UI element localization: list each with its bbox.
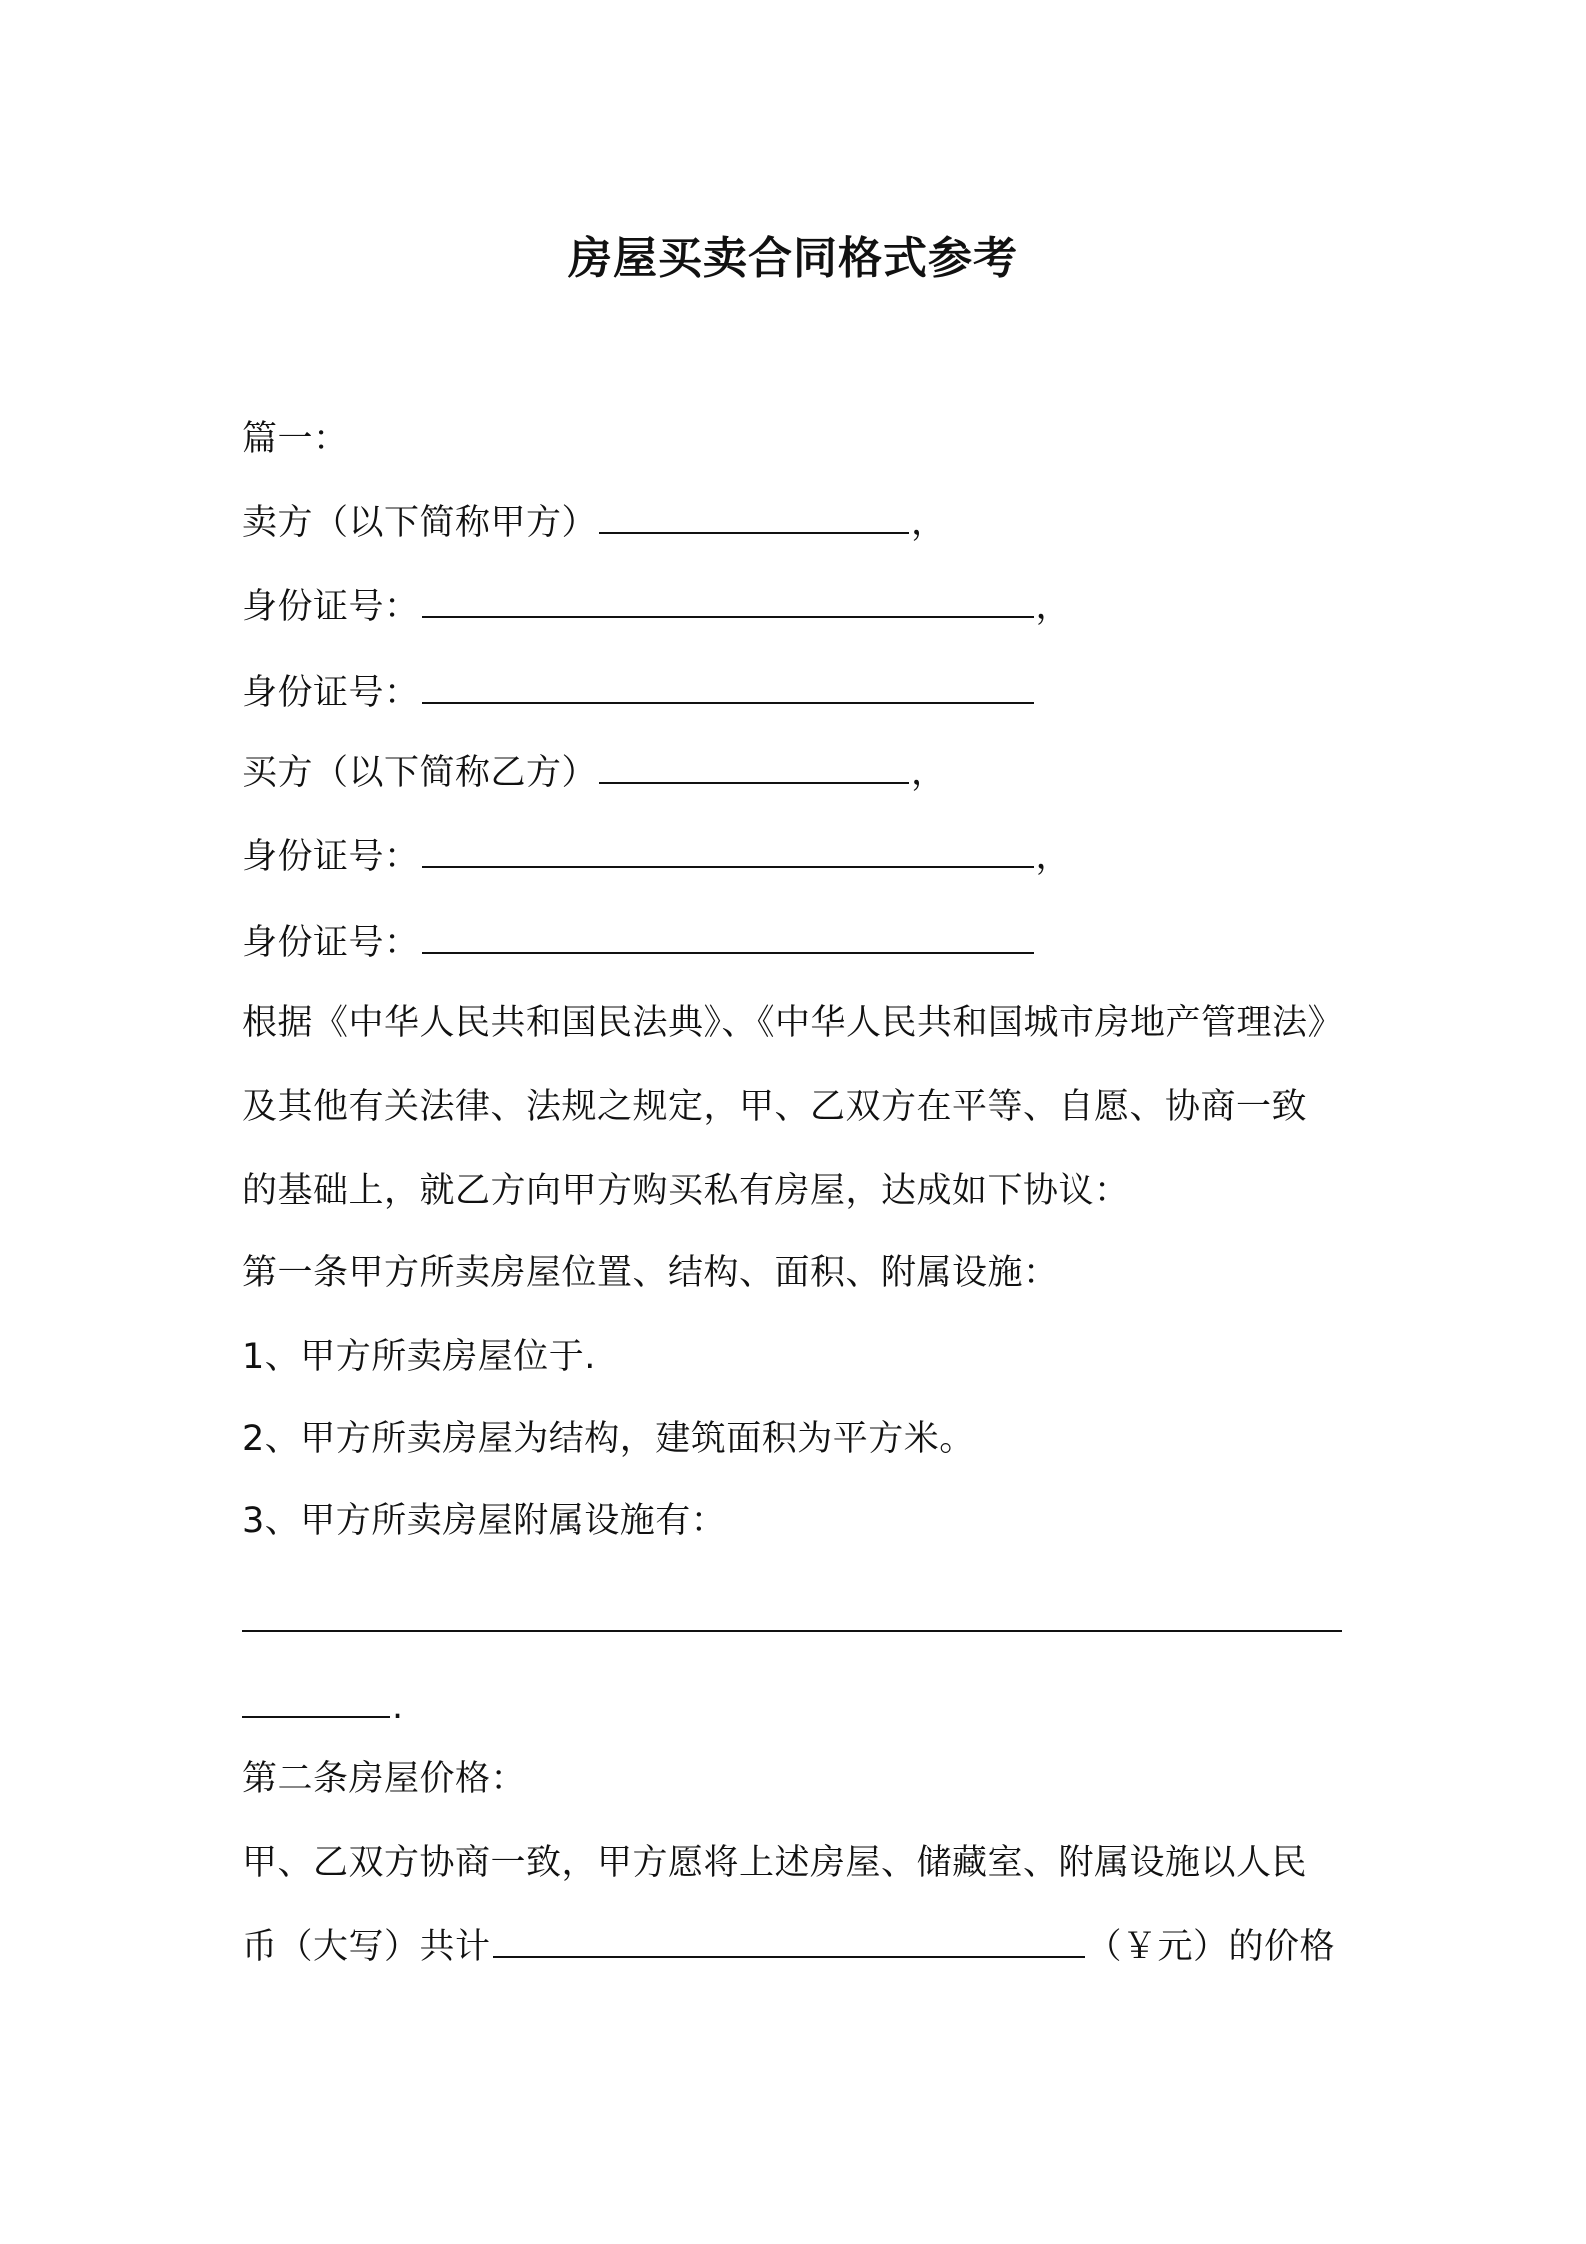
seller-line bbox=[242, 503, 947, 543]
id-line-comma: ， bbox=[1035, 587, 1072, 627]
id-label: 身份证号： bbox=[242, 673, 420, 713]
id-number-blank bbox=[422, 612, 1034, 618]
price-label-start: 币（大写）共计 bbox=[242, 1927, 491, 1967]
id-label: 身份证号： bbox=[242, 837, 420, 877]
buyer-id-line-2 bbox=[242, 923, 1036, 963]
buyer-name-blank bbox=[599, 778, 909, 784]
buyer-label: 买方（以下简称乙方） bbox=[242, 753, 598, 793]
facilities-blank-end bbox=[242, 1687, 404, 1727]
article-2-heading: 第二条房屋价格： bbox=[242, 1759, 527, 1799]
seller-id-line-1 bbox=[242, 587, 1072, 627]
seller-name-blank bbox=[599, 528, 909, 534]
preamble-line-1: 根据《中华人民共和国民法典》、《中华人民共和国城市房地产管理法》 bbox=[242, 1003, 1344, 1043]
id-number-blank bbox=[422, 698, 1034, 704]
article-1-item-2: 2、甲方所卖房屋为结构，建筑面积为平方米。 bbox=[242, 1419, 975, 1459]
id-label: 身份证号： bbox=[242, 587, 420, 627]
id-line-comma: ， bbox=[1035, 837, 1072, 877]
seller-line-comma: ， bbox=[911, 503, 947, 543]
preamble-line-3: 的基础上，就乙方向甲方购买私有房屋，达成如下协议： bbox=[242, 1171, 1130, 1211]
buyer-id-line-1 bbox=[242, 837, 1072, 877]
id-number-blank bbox=[422, 948, 1034, 954]
buyer-line bbox=[242, 753, 947, 793]
seller-id-line-2 bbox=[242, 673, 1036, 713]
article-1-item-3: 3、甲方所卖房屋附属设施有： bbox=[242, 1501, 727, 1541]
article-2-para-line-2 bbox=[242, 1927, 1336, 1967]
price-amount-blank bbox=[493, 1952, 1085, 1958]
facilities-blank-line bbox=[242, 1630, 1342, 1632]
price-label-end: （￥元）的价格 bbox=[1086, 1927, 1336, 1967]
seller-label: 卖方（以下简称甲方） bbox=[242, 503, 598, 543]
facilities-blank-short bbox=[242, 1712, 390, 1718]
article-1-item-1: 1、甲方所卖房屋位于. bbox=[242, 1337, 596, 1377]
section-heading: 篇一： bbox=[242, 419, 349, 459]
buyer-line-comma: ， bbox=[911, 753, 947, 793]
id-label: 身份证号： bbox=[242, 923, 420, 963]
id-number-blank bbox=[422, 862, 1034, 868]
document-title: 房屋买卖合同格式参考 bbox=[568, 233, 1018, 284]
facilities-end-period: . bbox=[392, 1687, 404, 1727]
article-1-heading: 第一条甲方所卖房屋位置、结构、面积、附属设施： bbox=[242, 1253, 1059, 1293]
preamble-line-2: 及其他有关法律、法规之规定，甲、乙双方在平等、自愿、协商一致 bbox=[242, 1087, 1308, 1127]
article-2-para-line-1: 甲、乙双方协商一致，甲方愿将上述房屋、储藏室、附属设施以人民 bbox=[242, 1843, 1308, 1883]
